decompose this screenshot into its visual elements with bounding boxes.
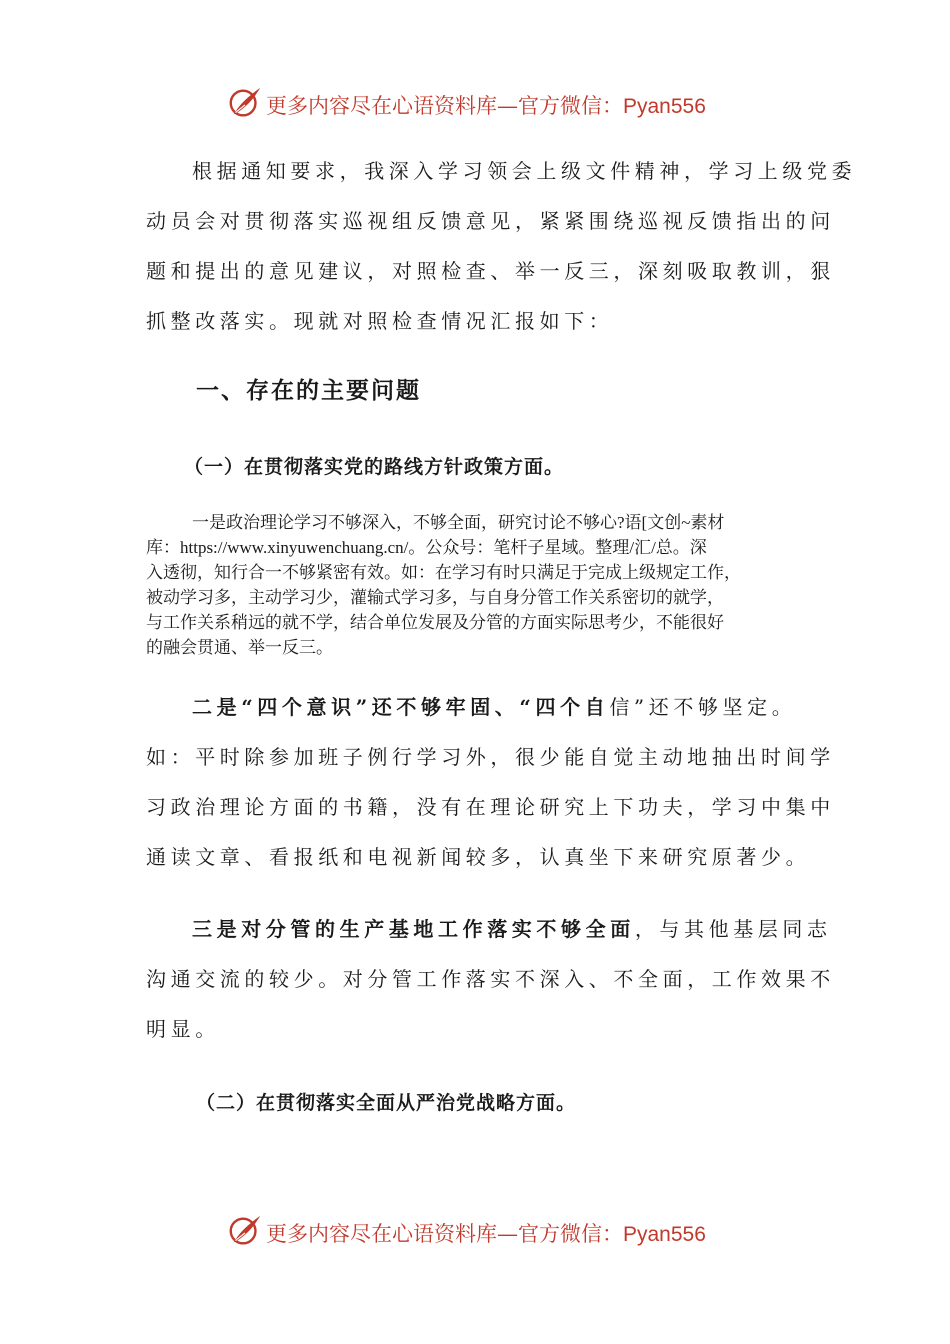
item2-line: 习政治理论方面的书籍，没有在理论研究上下功夫，学习中集中: [146, 795, 835, 819]
banner-title: 更多内容尽在心语资料库: [266, 94, 497, 118]
item3-rest: ，与其他基层同志: [634, 917, 832, 941]
item1-line: 的融会贯通、举一反三。: [146, 638, 333, 657]
item3-first-line: [146, 904, 832, 954]
intro-line: 抓整改落实。现就对照检查情况汇报如下：: [146, 309, 614, 333]
item2-line: 如：平时除参加班子例行学习外，很少能自觉主动地抽出时间学: [146, 745, 835, 769]
footer-banner: [0, 1212, 950, 1252]
item2-lead: 二是“四个意识”还不够牢固、“四个自: [192, 695, 610, 719]
item1-line: 库：https://www.xinyuwenchuang.cn/。公众号：笔杆子星域。整理/汇/总。深: [146, 538, 707, 557]
subsection-heading: （二）在贯彻落实全面从严治党战略方面。: [196, 1092, 577, 1114]
item2-paragraph: [146, 682, 835, 882]
item1-line: 一是政治理论学习不够深入，不够全面，研究讨论不够心?语[文创~素材: [192, 513, 725, 532]
item2-first-line: [146, 682, 806, 732]
banner-text: [266, 90, 706, 120]
intro-line: 动员会对贯彻落实巡视组反馈意见，紧紧围绕巡视反馈指出的问: [146, 209, 835, 233]
quill-logo-icon: [226, 1212, 264, 1250]
banner-title: 更多内容尽在心语资料库: [266, 1222, 497, 1246]
banner-separator: —: [497, 94, 518, 118]
intro-paragraph: [146, 146, 857, 346]
banner-contact: 官方微信：Pyan556: [518, 95, 706, 118]
header-banner: [0, 84, 950, 124]
item3-line: 沟通交流的较少。对分管工作落实不深入、不全面，工作效果不: [146, 967, 835, 991]
item3-lead: 三是对分管的生产基地工作落实不够全面: [192, 917, 635, 941]
subsection-heading: （一）在贯彻落实党的路线方针政策方面。: [184, 456, 565, 478]
intro-line: 题和提出的意见建议，对照检查、举一反三，深刻吸取教训，狠: [146, 259, 835, 283]
item1-line: 与工作关系稍远的就不学，结合单位发展及分管的方面实际思考少，不能很好: [146, 613, 724, 632]
banner-separator: —: [497, 1222, 518, 1246]
item2-rest: 信”还不够坚定。: [609, 695, 797, 719]
banner-text: [266, 1218, 706, 1248]
quill-logo-icon: [226, 84, 264, 122]
section-heading: 一、存在的主要问题: [196, 377, 421, 404]
item3-line: 明显。: [146, 1017, 220, 1041]
item1-line: 被动学习多，主动学习少，灌输式学习多，与自身分管工作关系密切的就学，: [146, 588, 724, 607]
item2-line: 通读文章、看报纸和电视新闻较多，认真坐下来研究原著少。: [146, 845, 811, 869]
banner-contact: 官方微信：Pyan556: [518, 1223, 706, 1246]
item1-paragraph: [146, 510, 806, 660]
item1-line: 入透彻，知行合一不够紧密有效。如：在学习有时只满足于完成上级规定工作，: [146, 563, 741, 582]
item3-paragraph: [146, 904, 835, 1054]
intro-line: 根据通知要求，我深入学习领会上级文件精神，学习上级党委: [192, 159, 857, 183]
